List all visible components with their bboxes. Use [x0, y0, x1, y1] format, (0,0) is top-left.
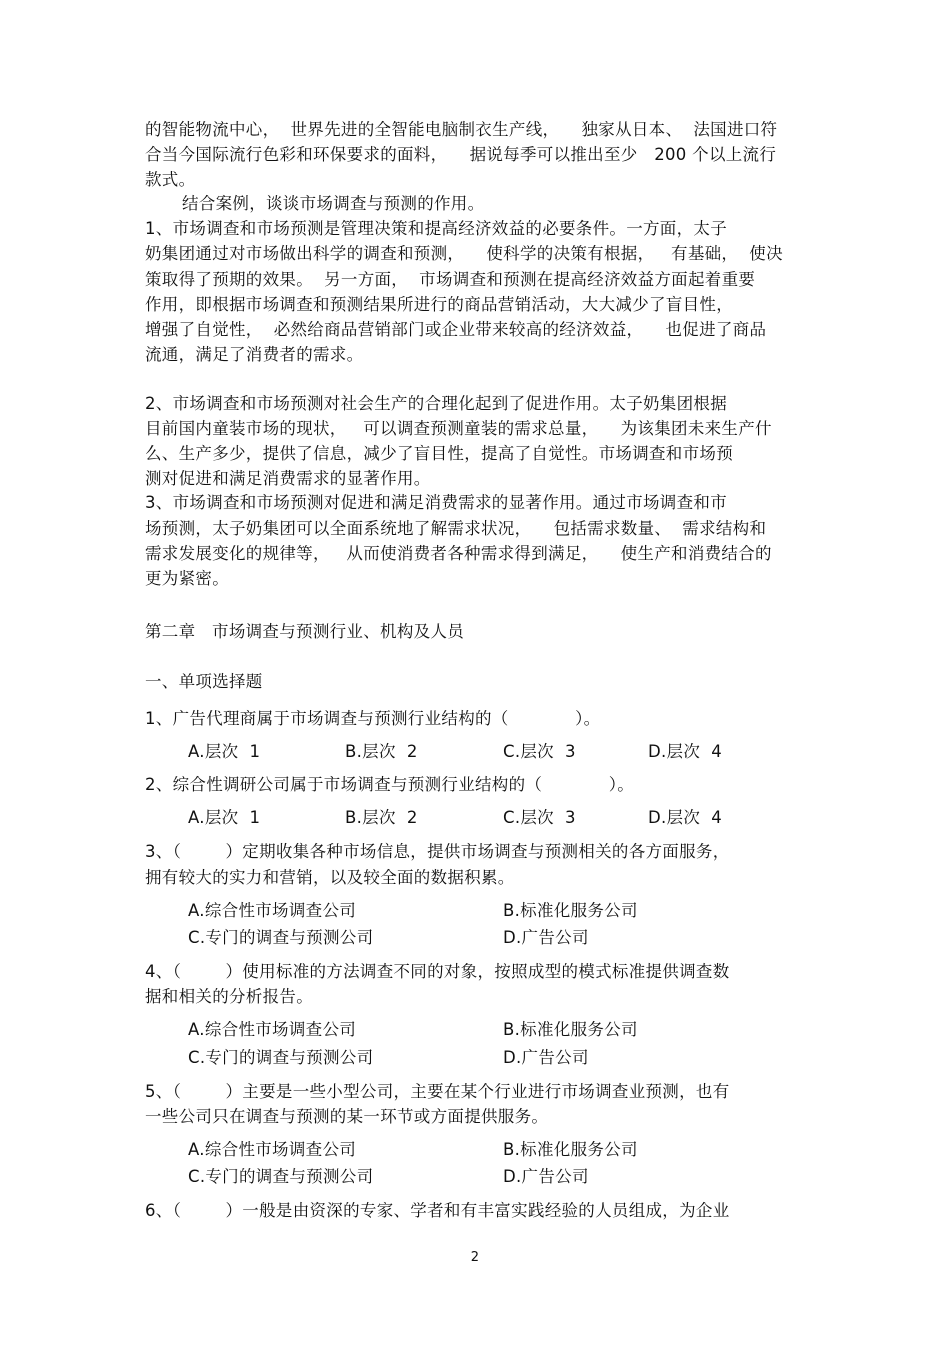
- q4-option-b: B.标准化服务公司: [503, 1020, 638, 1039]
- q2-option-a: A.层次 1: [188, 808, 261, 827]
- point1-line: 作用，即根据市场调查和预测结果所进行的商品营销活动，大大减少了盲目性，: [145, 295, 733, 314]
- q1-option-c: C.层次 3: [503, 742, 576, 761]
- point2-line: 2、市场调查和市场预测对社会生产的合理化起到了促进作用。太子奶集团根据: [145, 394, 727, 413]
- q3-option-b: B.标准化服务公司: [503, 901, 638, 920]
- point1-line: 策取得了预期的效果。 另一方面， 市场调查和预测在提高经济效益方面起着重要: [145, 270, 756, 289]
- q5-option-d: D.广告公司: [503, 1167, 589, 1186]
- intro-line: 款式。: [145, 170, 196, 189]
- point2-line: 目前国内童装市场的现状， 可以调查预测童装的需求总量， 为该集团未来生产什: [145, 419, 772, 438]
- point3-line: 更为紧密。: [145, 569, 229, 588]
- q5-option-b: B.标准化服务公司: [503, 1140, 638, 1159]
- point2-line: 么、生产多少，提供了信息，减少了盲目性，提高了自觉性。市场调查和市场预: [145, 444, 733, 463]
- question-1-stem: 1、广告代理商属于市场调查与预测行业结构的（ ）。: [145, 709, 601, 728]
- q4-option-c: C.专门的调查与预测公司: [188, 1048, 374, 1067]
- q5-option-a: A.综合性市场调查公司: [188, 1140, 357, 1159]
- q2-option-b: B.层次 2: [345, 808, 418, 827]
- case-prompt: 结合案例，谈谈市场调查与预测的作用。: [182, 194, 485, 213]
- q1-option-a: A.层次 1: [188, 742, 261, 761]
- question-5-stem: 一些公司只在调查与预测的某一环节或方面提供服务。: [145, 1107, 549, 1126]
- point3-line: 3、市场调查和市场预测对促进和满足消费需求的显著作用。通过市场调查和市: [145, 493, 727, 512]
- point3-line: 场预测，太子奶集团可以全面系统地了解需求状况， 包括需求数量、 需求结构和: [145, 519, 767, 538]
- question-4-stem: 4、（ ）使用标准的方法调查不同的对象，按照成型的模式标准提供调查数: [145, 962, 730, 981]
- q2-option-c: C.层次 3: [503, 808, 576, 827]
- page-number: 2: [470, 1250, 480, 1265]
- q4-option-d: D.广告公司: [503, 1048, 589, 1067]
- intro-line: 合当今国际流行色彩和环保要求的面料， 据说每季可以推出至少 200 个以上流行: [145, 145, 777, 164]
- point1-line: 流通，满足了消费者的需求。: [145, 345, 364, 364]
- q2-option-d: D.层次 4: [648, 808, 723, 827]
- question-3-stem: 3、（ ）定期收集各种市场信息，提供市场调查与预测相关的各方面服务，: [145, 842, 730, 861]
- question-5-stem: 5、（ ）主要是一些小型公司，主要在某个行业进行市场调查业预测，也有: [145, 1082, 730, 1101]
- q5-option-c: C.专门的调查与预测公司: [188, 1167, 374, 1186]
- q3-option-a: A.综合性市场调查公司: [188, 901, 357, 920]
- question-2-stem: 2、综合性调研公司属于市场调查与预测行业结构的（ ）。: [145, 775, 635, 794]
- question-6-stem: 6、（ ）一般是由资深的专家、学者和有丰富实践经验的人员组成，为企业: [145, 1201, 730, 1220]
- q3-option-d: D.广告公司: [503, 928, 589, 947]
- point1-line: 1、市场调查和市场预测是管理决策和提高经济效益的必要条件。一方面，太子: [145, 219, 727, 238]
- q4-option-a: A.综合性市场调查公司: [188, 1020, 357, 1039]
- q1-option-d: D.层次 4: [648, 742, 723, 761]
- intro-line: 的智能物流中心， 世界先进的全智能电脑制衣生产线， 独家从日本、 法国进口符: [145, 120, 778, 139]
- question-3-stem: 拥有较大的实力和营销，以及较全面的数据积累。: [145, 868, 515, 887]
- question-4-stem: 据和相关的分析报告。: [145, 987, 313, 1006]
- chapter-title: 第二章 市场调查与预测行业、机构及人员: [145, 622, 465, 641]
- point1-line: 奶集团通过对市场做出科学的调查和预测， 使科学的决策有根据， 有基础， 使决: [145, 244, 783, 263]
- q1-option-b: B.层次 2: [345, 742, 418, 761]
- point3-line: 需求发展变化的规律等， 从而使消费者各种需求得到满足， 使生产和消费结合的: [145, 544, 772, 563]
- q3-option-c: C.专门的调查与预测公司: [188, 928, 374, 947]
- point1-line: 增强了自觉性， 必然给商品营销部门或企业带来较高的经济效益， 也促进了商品: [145, 320, 767, 339]
- section-title: 一、单项选择题: [145, 672, 263, 691]
- point2-line: 测对促进和满足消费需求的显著作用。: [145, 469, 431, 488]
